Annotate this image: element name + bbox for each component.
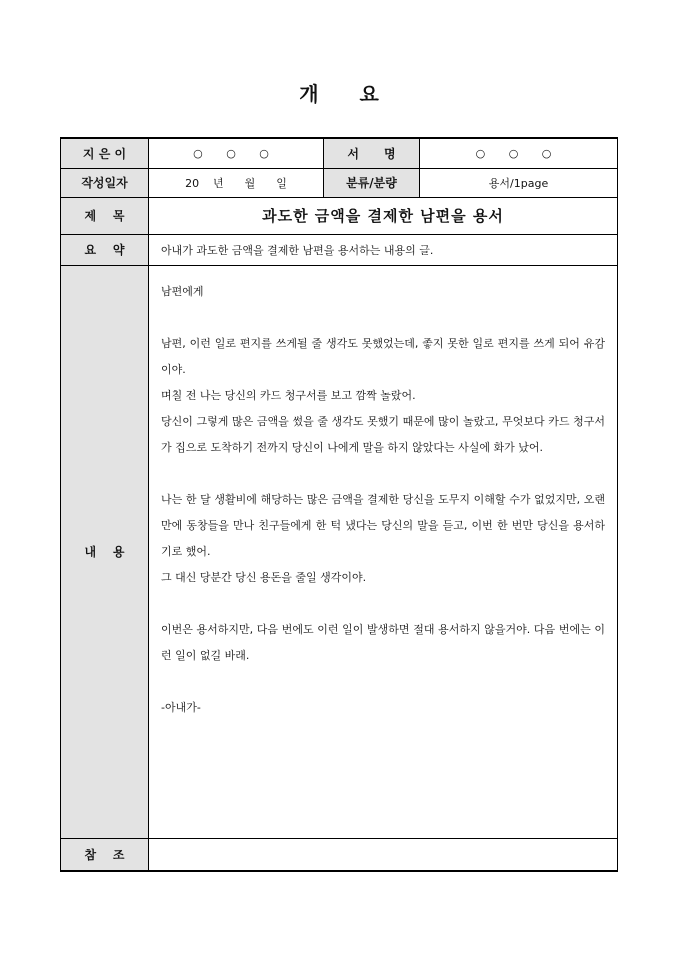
category-label: 분류/분량 [324, 168, 420, 197]
author-value: ○ ○ ○ [149, 138, 324, 168]
content-row [61, 265, 618, 838]
reference-row [61, 838, 618, 871]
letter-paragraph: 남편, 이런 일로 편지를 쓰게될 줄 생각도 못했었는데, 좋지 못한 일로 편지를 쓰게 되어 유감이야. [161, 336, 605, 376]
signature-value: ○ ○ ○ [420, 138, 618, 168]
subject-label: 제 목 [61, 197, 149, 234]
date-value: 20 년 월 일 [149, 168, 324, 197]
date-row [61, 168, 618, 197]
summary-value: 아내가 과도한 금액을 결제한 남편을 용서하는 내용의 글. [149, 234, 618, 265]
blank-line [161, 461, 605, 487]
reference-label: 참 조 [61, 838, 149, 871]
summary-label: 요 약 [61, 234, 149, 265]
letter-body [149, 265, 618, 838]
letter-paragraph: 그 대신 당분간 당신 용돈을 줄일 생각이야. [161, 570, 367, 584]
category-value: 용서/1page [420, 168, 618, 197]
subject-row [61, 197, 618, 234]
letter-paragraph: 당신이 그렇게 많은 금액을 썼을 줄 생각도 못했기 때문에 많이 놀랐고, 무엇보다 카드 청구서가 집으로 도착하기 전까지 당신이 나에게 말을 하지 않았다는 사실에 화가 났어. [161, 414, 605, 454]
blank-line [161, 591, 605, 617]
date-label: 작성일자 [61, 168, 149, 197]
reference-value [149, 838, 618, 871]
letter-paragraph: 나는 한 달 생활비에 해당하는 많은 금액을 결제한 당신을 도무지 이해할 수가 없었지만, 오랜만에 동창들을 만나 친구들에게 한 턱 냈다는 당신의 말을 듣고, 이번 한 번만 당신을 용서하기로 했어. [161, 492, 605, 558]
document-title: 개 요 [299, 82, 381, 106]
summary-row [61, 234, 618, 265]
summary-form-table [60, 137, 618, 872]
signature-label: 서 명 [324, 138, 420, 168]
author-row [61, 138, 618, 168]
subject-value: 과도한 금액을 결제한 남편을 용서 [149, 197, 618, 234]
letter-greeting: 남편에게 [161, 284, 204, 298]
letter-paragraph: 이번은 용서하지만, 다음 번에도 이런 일이 발생하면 절대 용서하지 않을거야. 다음 번에는 이런 일이 없길 바래. [161, 622, 605, 662]
author-label: 지 은 이 [61, 138, 149, 168]
letter-signature: -아내가- [161, 700, 201, 714]
blank-line [161, 669, 605, 695]
letter-paragraph: 며칠 전 나는 당신의 카드 청구서를 보고 깜짝 놀랐어. [161, 388, 416, 402]
content-label: 내 용 [61, 265, 149, 838]
blank-line [161, 305, 605, 331]
